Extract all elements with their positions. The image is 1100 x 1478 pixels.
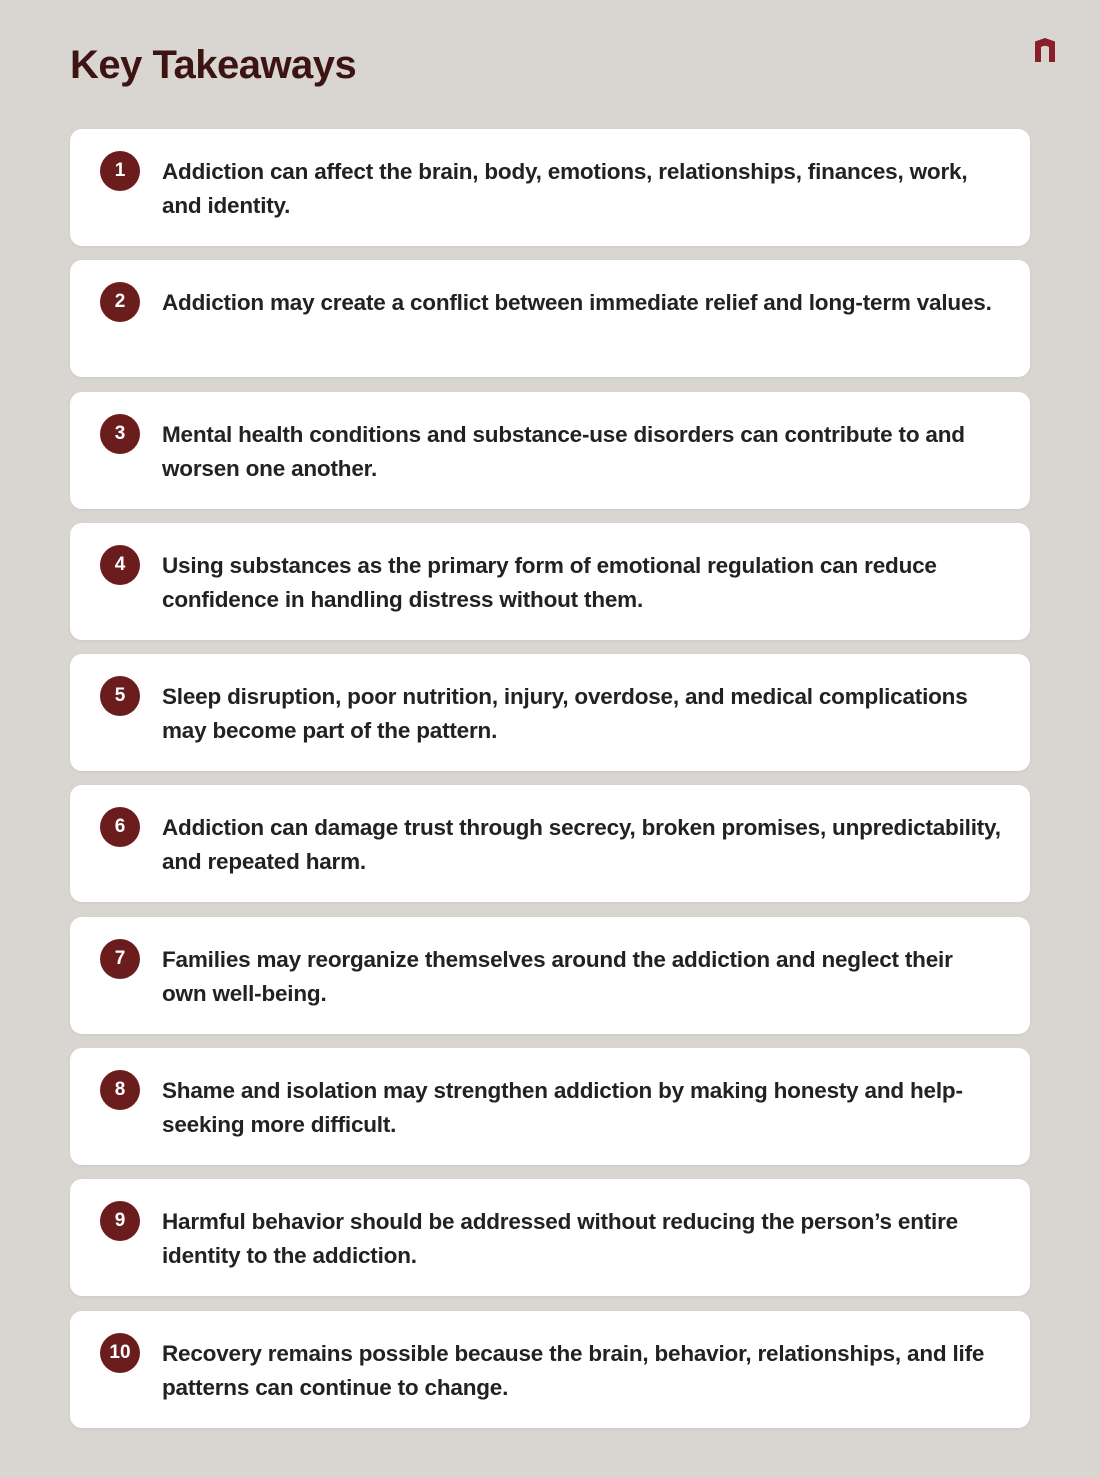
takeaway-card-1 xyxy=(70,129,1030,246)
number-badge: 10 xyxy=(100,1333,140,1373)
takeaway-text: Harmful behavior should be addressed without reducing the person’s entire identity to the addiction. xyxy=(162,1209,958,1269)
takeaway-card-9 xyxy=(70,1179,1030,1296)
shield-icon xyxy=(1034,37,1056,63)
takeaway-card-7 xyxy=(70,917,1030,1034)
takeaway-card-3 xyxy=(70,392,1030,509)
number-badge: 1 xyxy=(100,151,140,191)
number-badge: 8 xyxy=(100,1070,140,1110)
takeaway-text: Sleep disruption, poor nutrition, injury, overdose, and medical complications may become part of the pattern. xyxy=(162,684,968,744)
takeaway-text: Recovery remains possible because the brain, behavior, relationships, and life patterns can continue to change. xyxy=(162,1340,985,1400)
page-title: Key Takeaways xyxy=(70,43,357,87)
takeaway-text: Families may reorganize themselves around the addiction and neglect their own well-being. xyxy=(162,946,953,1006)
number-badge: 6 xyxy=(100,807,140,847)
takeaway-card-8 xyxy=(70,1048,1030,1165)
takeaway-card-5 xyxy=(70,654,1030,771)
takeaway-text: Mental health conditions and substance-use disorders can contribute to and worsen one another. xyxy=(162,421,965,481)
takeaway-card-10 xyxy=(70,1311,1030,1428)
takeaway-card-2 xyxy=(70,260,1030,377)
takeaway-text: Using substances as the primary form of emotional regulation can reduce confidence in handling distress without them. xyxy=(162,552,937,612)
number-badge: 4 xyxy=(100,545,140,585)
takeaway-card-6 xyxy=(70,785,1030,902)
number-badge: 3 xyxy=(100,414,140,454)
number-badge: 7 xyxy=(100,939,140,979)
takeaway-text: Addiction may create a conflict between immediate relief and long-term values. xyxy=(162,290,992,316)
takeaway-text: Addiction can affect the brain, body, emotions, relationships, finances, work, and identity. xyxy=(162,159,968,218)
number-badge: 9 xyxy=(100,1201,140,1241)
number-badge: 2 xyxy=(100,282,140,322)
takeaway-card-4 xyxy=(70,523,1030,640)
number-badge: 5 xyxy=(100,676,140,716)
takeaway-text: Addiction can damage trust through secrecy, broken promises, unpredictability, and repeated harm. xyxy=(162,815,1001,875)
takeaway-text: Shame and isolation may strengthen addiction by making honesty and help-seeking more difficult. xyxy=(162,1078,963,1138)
takeaway-list xyxy=(70,129,1030,1442)
